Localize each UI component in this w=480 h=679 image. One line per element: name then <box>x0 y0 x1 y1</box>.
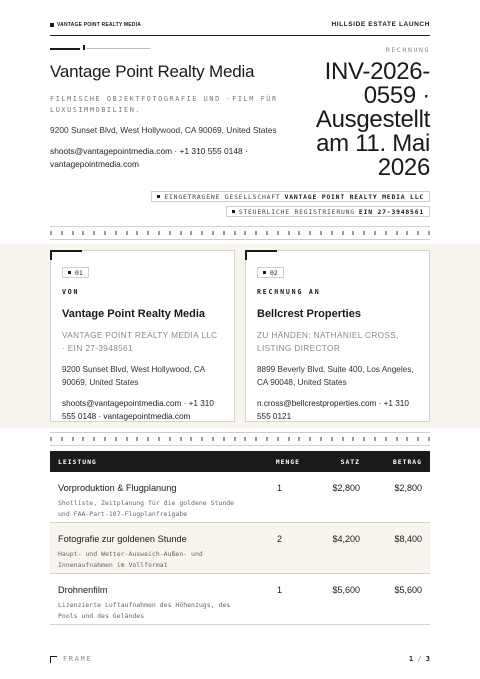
table-header <box>50 451 430 472</box>
dot-mark <box>331 437 333 441</box>
item-note: Shotliste, Zeitplanung für die goldene Stunde und FAA-Part-107-Flugplanfreigabe <box>58 499 235 518</box>
dot-mark <box>115 437 117 441</box>
dot-mark <box>147 437 149 441</box>
dot-mark <box>298 231 300 235</box>
invoice-meta <box>290 46 430 180</box>
table-row <box>50 472 430 523</box>
party-name: Vantage Point Realty Media <box>62 308 206 320</box>
header-amount: BETRAG <box>392 457 422 466</box>
dot-mark <box>169 437 171 441</box>
square-icon <box>50 23 54 27</box>
card-index <box>257 267 284 278</box>
registered-label: EINGETRAGENE GESELLSCHAFT <box>164 192 281 201</box>
dot-mark <box>342 437 344 441</box>
issuer-name: Vantage Point Realty Media <box>50 62 255 81</box>
card-index-number: 02 <box>270 268 278 277</box>
dot-mark <box>93 231 95 235</box>
card-label: VON <box>62 288 80 296</box>
issuer-contact: shoots@vantagepointmedia.com · +1 310 555 0148 · vantagepointmedia.com <box>50 146 248 169</box>
dot-mark <box>298 437 300 441</box>
dot-mark <box>93 437 95 441</box>
dot-mark <box>201 231 203 235</box>
dot-mark <box>417 231 419 235</box>
document-footer <box>50 655 430 663</box>
dot-mark <box>61 231 63 235</box>
item-qty: 1 <box>276 585 282 595</box>
dot-mark <box>385 231 387 235</box>
item-title: Vorproduktion & Flugplanung <box>58 483 177 493</box>
dot-mark <box>126 437 128 441</box>
dotted-separator <box>50 226 430 240</box>
rule-line <box>86 48 150 49</box>
dot-mark <box>201 437 203 441</box>
dot-mark <box>82 437 84 441</box>
item-rate: $2,800 <box>332 483 360 493</box>
dot-mark <box>234 231 236 235</box>
dot-mark <box>331 231 333 235</box>
footer-frame <box>50 655 92 663</box>
dot-mark <box>385 437 387 441</box>
dot-mark <box>180 231 182 235</box>
dot-mark <box>320 231 322 235</box>
dot-mark <box>136 437 138 441</box>
dot-mark <box>72 437 74 441</box>
rule-mark <box>50 48 80 50</box>
header-desc: LEISTUNG <box>58 457 97 466</box>
item-amount: $2,800 <box>394 483 422 493</box>
dot-mark <box>266 231 268 235</box>
brand-mark-text: VANTAGE POINT REALTY MEDIA <box>57 21 141 28</box>
page-total: 3 <box>425 655 430 663</box>
page-separator: / <box>417 655 422 663</box>
from-card <box>50 250 235 422</box>
item-amount: $8,400 <box>394 534 422 544</box>
page-number: 1 <box>408 655 414 663</box>
item-qty: 1 <box>276 483 282 493</box>
card-index <box>62 267 89 278</box>
dot-mark <box>255 437 257 441</box>
dot-mark <box>320 437 322 441</box>
dot-mark <box>417 437 419 441</box>
dot-mark <box>158 231 160 235</box>
project-name: HILLSIDE ESTATE LAUNCH <box>331 21 430 28</box>
item-rate: $5,600 <box>332 585 360 595</box>
corner-mark <box>50 250 82 252</box>
party-address: 8899 Beverly Blvd, Suite 400, Los Angeles, CA 90048, United States <box>257 365 414 387</box>
dot-mark <box>277 437 279 441</box>
page-indicator <box>409 655 430 663</box>
item-title: Drohnenfilm <box>58 585 108 595</box>
dot-mark <box>406 437 408 441</box>
table-row <box>50 523 430 574</box>
square-icon <box>232 210 235 213</box>
dot-mark <box>136 231 138 235</box>
footer-label: FRAME <box>63 655 93 663</box>
tax-label: STEUERLICHE REGISTRIERUNG <box>238 207 355 216</box>
dot-mark <box>82 231 84 235</box>
rule-tick <box>83 45 85 50</box>
line-items-table <box>50 451 430 625</box>
dot-mark <box>396 231 398 235</box>
dot-mark <box>212 437 214 441</box>
registered-value: VANTAGE POINT REALTY MEDIA LLC <box>284 192 424 201</box>
dot-mark <box>50 437 52 441</box>
dot-mark <box>169 231 171 235</box>
corner-mark-icon <box>50 656 57 663</box>
dot-mark <box>244 437 246 441</box>
item-qty: 2 <box>276 534 282 544</box>
dot-mark <box>277 231 279 235</box>
registered-company-badge <box>151 191 430 202</box>
header-qty: MENGE <box>275 457 300 466</box>
dot-mark <box>363 437 365 441</box>
dot-mark <box>147 231 149 235</box>
dot-mark <box>266 437 268 441</box>
dot-mark <box>223 231 225 235</box>
dot-mark <box>190 231 192 235</box>
dot-mark <box>244 231 246 235</box>
dot-mark <box>374 231 376 235</box>
header-rate: SATZ <box>340 457 360 466</box>
bill-to-card <box>245 250 430 422</box>
card-label: RECHNUNG AN <box>257 288 321 296</box>
item-title: Fotografie zur goldenen Stunde <box>58 534 187 544</box>
tax-registration-badge <box>226 206 430 217</box>
party-contact: n.cross@bellcrestproperties.com · +1 310 555 0121 <box>257 399 409 421</box>
dot-mark <box>72 231 74 235</box>
party-name: Bellcrest Properties <box>257 308 361 320</box>
party-legal: ZU HÄNDEN: NATHANIEL CROSS, LISTING DIRECTOR <box>257 331 399 353</box>
issuer-block <box>50 62 290 171</box>
corner-mark <box>245 250 247 260</box>
dot-mark <box>428 231 430 235</box>
dot-mark <box>342 231 344 235</box>
dot-mark <box>363 231 365 235</box>
dot-mark <box>104 437 106 441</box>
dot-mark <box>61 437 63 441</box>
dotted-separator <box>50 432 430 446</box>
dot-mark <box>115 231 117 235</box>
invoice-label: RECHNUNG <box>385 46 430 54</box>
party-legal: VANTAGE POINT REALTY MEDIA LLC · EIN 27-3948561 <box>62 331 218 353</box>
dot-mark <box>406 231 408 235</box>
table-row <box>50 574 430 625</box>
item-note: Haupt- und Wetter-Ausweich-Außen- und Innenaufnahmen im Vollformat <box>58 550 203 569</box>
corner-mark <box>245 250 277 252</box>
square-icon <box>263 271 266 274</box>
party-contact: shoots@vantagepointmedia.com · +1 310 555 0148 · vantagepointmedia.com <box>62 399 214 421</box>
brand-mark <box>50 22 141 28</box>
item-amount: $5,600 <box>394 585 422 595</box>
document-header <box>50 14 430 36</box>
dot-mark <box>396 437 398 441</box>
dot-mark <box>309 231 311 235</box>
dot-mark <box>180 437 182 441</box>
card-index-number: 01 <box>75 268 83 277</box>
dot-mark <box>212 231 214 235</box>
corner-mark <box>50 250 52 260</box>
issuer-tagline: FILMISCHE OBJEKTFOTOGRAFIE UND -FILM FÜR LUXUSIMMOBILIEN. <box>50 95 278 114</box>
tax-value: EIN 27-3948561 <box>358 207 424 216</box>
square-icon <box>68 271 71 274</box>
dot-mark <box>126 231 128 235</box>
dot-mark <box>50 231 52 235</box>
item-rate: $4,200 <box>332 534 360 544</box>
dot-mark <box>104 231 106 235</box>
dot-mark <box>352 231 354 235</box>
party-address: 9200 Sunset Blvd, West Hollywood, CA 90069, United States <box>62 365 205 387</box>
dot-mark <box>352 437 354 441</box>
invoice-title: INV-2026-0559 · Ausgestellt am 11. Mai 2026 <box>315 58 430 181</box>
dot-mark <box>255 231 257 235</box>
dot-mark <box>309 437 311 441</box>
dot-mark <box>223 437 225 441</box>
dot-mark <box>190 437 192 441</box>
dot-mark <box>428 437 430 441</box>
dot-mark <box>374 437 376 441</box>
dot-mark <box>158 437 160 441</box>
dot-mark <box>288 231 290 235</box>
item-note: Lizenzierte Luftaufnahmen des Höhenzugs, des Pools und des Geländes <box>58 601 231 620</box>
issuer-address: 9200 Sunset Blvd, West Hollywood, CA 90069, United States <box>50 125 277 135</box>
dot-mark <box>234 437 236 441</box>
dot-mark <box>288 437 290 441</box>
square-icon <box>157 195 160 198</box>
